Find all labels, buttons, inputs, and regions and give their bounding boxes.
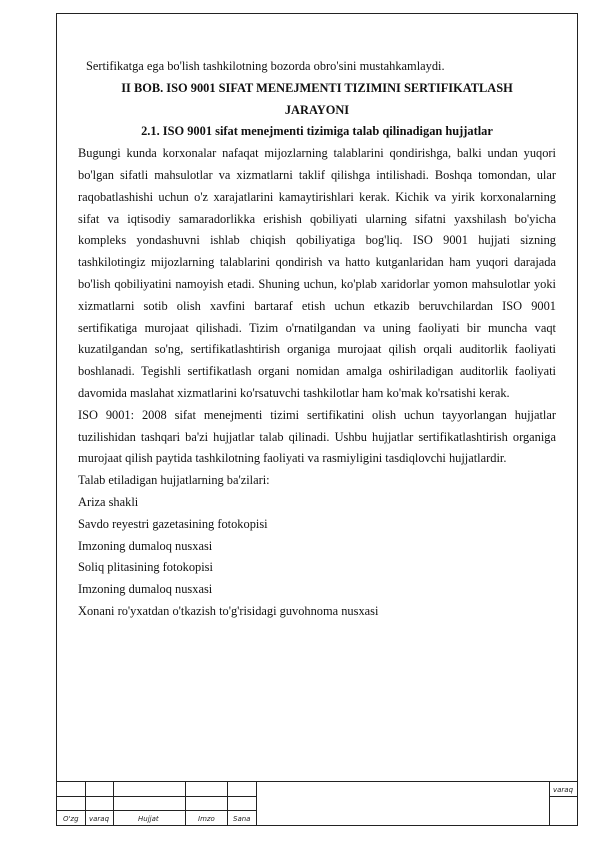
sheet-cell-line	[549, 796, 578, 797]
title-block-top-line	[56, 781, 578, 782]
title-block-col-line	[549, 781, 550, 826]
title-block-col-line	[85, 781, 86, 826]
list-item: Ariza shakli	[78, 494, 139, 509]
list-intro: Talab etiladigan hujjatlarning ba'zilari:	[78, 473, 270, 488]
title-block-row-line	[56, 796, 256, 797]
col-imzo-label: Imzo	[198, 815, 215, 823]
col-sana-label: Sana	[233, 815, 251, 823]
intro-line: Sertifikatga ega bo'lish tashkilotning bozorda obro'sini mustahkamlaydi.	[86, 59, 445, 73]
col-ozg-label: O'zg	[63, 815, 79, 823]
list-item: Imzoning dumaloq nusxasi	[78, 582, 213, 597]
title-block-col-line	[185, 781, 186, 826]
chapter-title-line-2: JARAYONI	[284, 102, 350, 117]
title-block-col-line	[256, 781, 257, 826]
paragraph-1: Bugungi kunda korxonalar nafaqat mijozlarning talablarini qondirishga, balki undan yuqori bo'lgan sifatli mahsulotlar va xizmatlarni taklif qilishga intilishadi. Boshqa tomondan, ular raqobatlashishi uchun o'z xarajatlarini kamaytirishlari kerak. Kichik va yirik korxonalarning sifat va iqtisodiy samaradorlikka erishish qobiliyati ularning sifatni yaxshilash bo'yicha kompleks yondashuvni ishlab chiqish qobiliyatiga bog'liq. ISO 9001 hujjati sizning tashkilotingiz mijozlarning talablarini qondirish va hatto kutganlaridan ham yuqori darajada bo'lish qobiliyatini namoyish etadi. Shuning uchun, ko'plab xaridorlar yomon mahsulotlar yoki xizmatlarni sotib olish xavfini bartaraf etish uchun etkazib beruvchilardan ISO 9001 sertifikatiga murojaat qilishadi. Tizim o'rnatilgandan va uning faoliyati bir muncha vaqt kuzatilgandan so'ng, sertifikatlashtirish organiga murojaat qilish orqali auditorlik faoliyati boshlanadi. Tegishli sertifikatlash organi nomidan amalga oshiriladigan auditorlik faoliyati davomida maslahat xizmatlarini ko'rsatuvchi tashkilotlar ham ko'mak ko'rsatishi kerak.	[78, 146, 556, 400]
section-title: 2.1. ISO 9001 sifat menejmenti tizimiga talab qilinadigan hujjatlar	[141, 124, 493, 139]
title-block-col-line	[227, 781, 228, 826]
paragraph-2: ISO 9001: 2008 sifat menejmenti tizimi sertifikatini olish uchun tayyorlangan hujjatlar tuzilishidan tashqari ba'zi hujjatlar talab qilinadi. Ushbu hujjatlar sertifikatlashtirish organiga murojaat qilish paytida tashkilotning faoliyati va rasmiyligini tasdiqlovchi hujjatlardir.	[78, 407, 556, 466]
sheet-label: varaq	[553, 786, 574, 794]
title-block	[56, 781, 578, 826]
col-hujjat-label: Hujjat	[138, 815, 159, 823]
list-item: Xonani ro'yxatdan o'tkazish to'g'risidagi guvohnoma nusxasi	[78, 603, 379, 618]
list-item: Imzoning dumaloq nusxasi	[78, 538, 213, 553]
title-block-col-line	[113, 781, 114, 826]
chapter-title-line-1: II BOB. ISO 9001 SIFAT MENEJMENTI TIZIMINI SERTIFIKATLASH	[121, 80, 513, 95]
title-block-row-line	[56, 810, 256, 811]
col-varaq-label: varaq	[89, 815, 110, 823]
list-item: Savdo reyestri gazetasining fotokopisi	[78, 516, 268, 531]
document-body	[78, 56, 556, 623]
list-item: Soliq plitasining fotokopisi	[78, 560, 213, 575]
